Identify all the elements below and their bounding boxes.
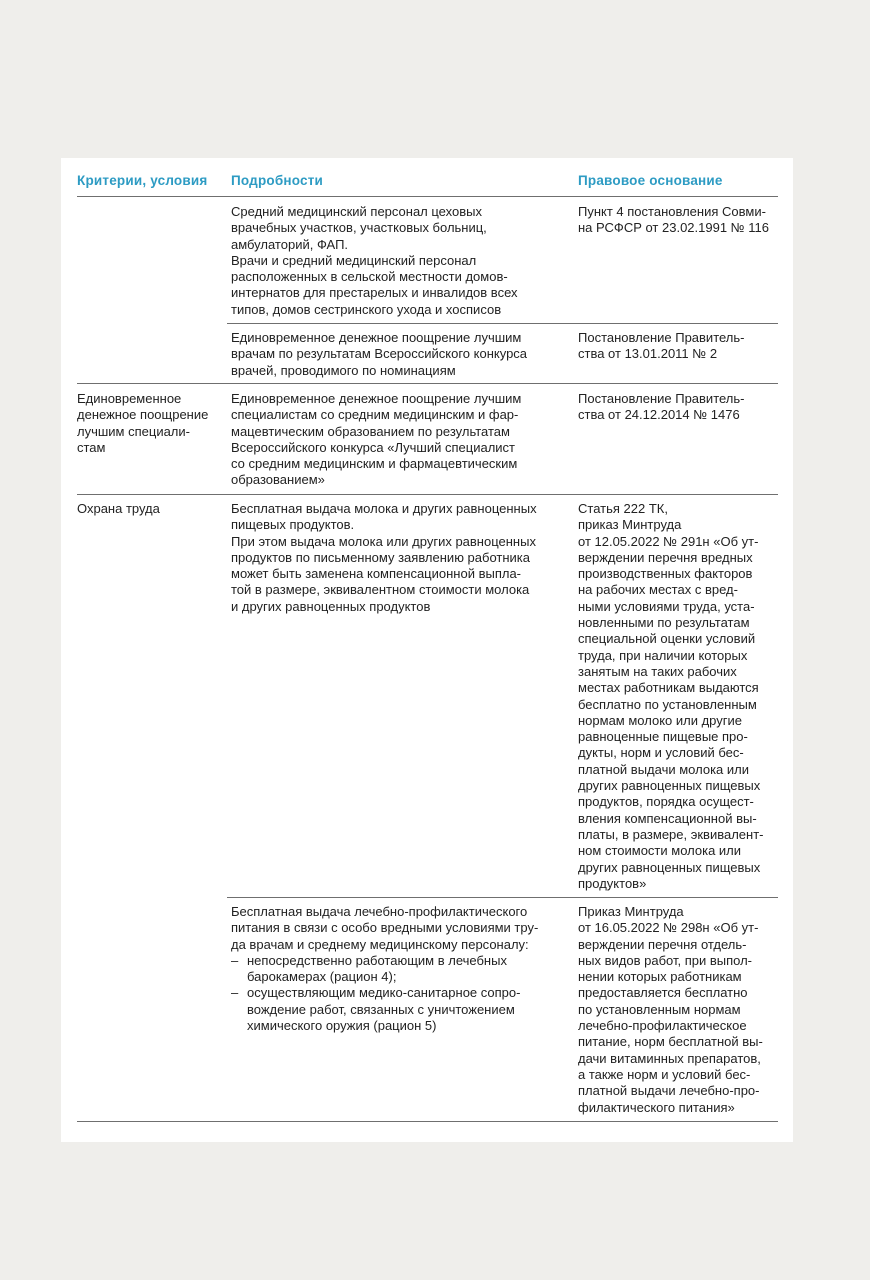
list-item [231,985,567,1034]
benefits-table [77,158,778,1121]
header-details: Подробности [231,173,324,188]
table-row [77,384,778,494]
row-legal-basis: Постановление Правитель- ства от 13.01.2011 № 2 [578,330,745,362]
table-row [77,897,778,1121]
list-item [231,953,567,986]
table-row [77,494,778,897]
row-details-intro: Бесплатная выдача лечебно-профилактического питания в связи с особо вредными условиями тру- да врачам и среднему медицинскому персоналу: [231,904,539,952]
row-legal-basis: Постановление Правитель- ства от 24.12.2014 № 1476 [578,391,745,423]
header-criteria: Критерии, условия [77,173,208,188]
row-criteria: Охрана труда [77,501,160,516]
row-details: Бесплатная выдача молока и других равноценных пищевых продуктов. При этом выдача молока или других равноценных продуктов по письменному заявлению работника может быть заменена компенсационной выпла- той в размере, эквивалентном стоимости молока и других равноценных продуктов [231,501,537,614]
dash-bullet: – [231,985,239,1001]
row-details: Единовременное денежное поощрение лучшим врачам по результатам Всероссийского конкурса врачей, проводимого по номинациям [231,330,528,378]
row-details: Средний медицинский персонал цеховых врачебных участков, участковых больниц, амбулаторий, ФАП. Врачи и средний медицинский персонал расположенных в сельской местности домов- интернатов для престарелых и инвалидов всех типов, домов сестринского ухода и хосписов [231,204,518,317]
table-bottom-border [77,1121,778,1122]
dash-bullet: – [231,952,239,968]
row-legal-basis: Приказ Минтруда от 16.05.2022 № 298н «Об ут- верждении перечня отдель- ных видов работ, при выпол- нении которых работникам предоставляется бесплатно по установленным нормам лечебно-профилактическое питание, норм бесплатной вы- дачи витаминных препаратов, а также норм и условий бес- платной выдачи лечебно-про- филактического питания» [578,904,763,1115]
table-row [77,197,778,323]
row-details: Единовременное денежное поощрение лучшим специалистам со средним медицинским и фар- мацевтическим образованием по результатам Всероссийского конкурса «Лучший специалист со средним медицинским и фармацевтическим образованием» [231,391,522,488]
row-legal-basis: Статья 222 ТК, приказ Минтруда от 12.05.2022 № 291н «Об ут- верждении перечня вредных производственных факторов на рабочих местах с вред- ными условиями труда, уста- новленными по результатам специальной оценки условий труда, при наличии которых занятым на таких рабочих местах работникам выдаются бесплатно по установленным нормам молоко или другие равноценные пищевые про- дукты, норм и условий бес- платной выдачи молока или других равноценных пищевых продуктов, порядка осущест- вления компенсационной вы- платы, в размере, эквивалент- ном стоимости молока или других равноценных пищевых продуктов» [578,501,764,891]
document-page [61,158,793,1142]
row-criteria: Единовременное денежное поощрение лучшим специали- стам [77,391,209,455]
table-row [77,323,778,384]
list-item-text: непосредственно работающим в лечебных барокамерах (рацион 4); [247,952,507,985]
table-header [77,158,778,197]
header-legal-basis: Правовое основание [578,173,723,188]
list-item-text: осуществляющим медико-санитарное сопро- вождение работ, связанных с уничтожением химического оружия (рацион 5) [247,985,521,1034]
row-legal-basis: Пункт 4 постановления Совми- на РСФСР от 23.02.1991 № 116 [578,204,769,236]
